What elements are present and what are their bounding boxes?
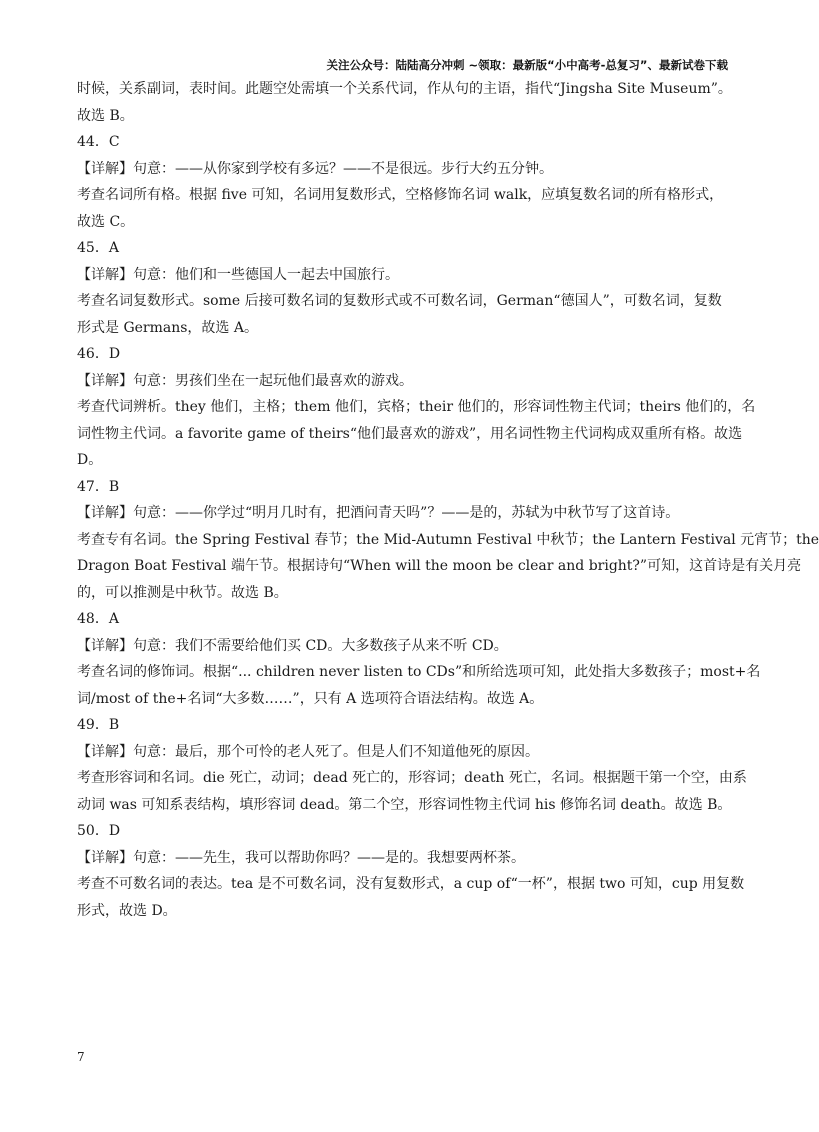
text-line: 【详解】句意：我们不需要给他们买 CD。大多数孩子从来不听 CD。 [77,637,508,654]
text-line: 【详解】句意：他们和一些德国人一起去中国旅行。 [77,266,399,283]
text-line: 【详解】句意：——先生，我可以帮助你吗？——是的。我想要两杯茶。 [77,849,525,866]
text-line: 【详解】句意：——你学过“明月几时有，把酒问青天吗”？——是的，苏轼为中秋节写了这首诗。 [77,505,680,521]
text-line: 考查名词所有格。根据 five 可知，名词用复数形式，空格修饰名词 walk，应填复数名词的所有格形式， [77,187,724,203]
text-line: 46．D [77,346,121,362]
text-line: 故选 B。 [77,107,134,124]
text-line: 【详解】句意：男孩们坐在一起玩他们最喜欢的游戏。 [77,372,413,389]
text-line: 词性物主代词。a favorite game of theirs“他们最喜欢的游戏”，用名词性物主代词构成双重所有格。故选 [77,425,743,442]
page-number: 7 [77,1050,85,1064]
text-line: 45．A [77,240,119,256]
text-line: 时候，关系副词，表时间。此题空处需填一个关系代词，作从句的主语，指代“Jingsha Site Museum”。 [77,81,732,97]
text-line: 考查名词复数形式。some 后接可数名词的复数形式或不可数名词，German“德国人”，可数名词，复数 [77,293,722,309]
text-line: 的，可以推测是中秋节。故选 B。 [77,584,288,601]
text-line: 50．D [77,823,121,839]
text-line: 考查名词的修饰词。根据“... children never listen to CDs”和所给选项可知，此处指大多数孩子；most+名 [77,664,761,680]
text-line: 动词 was 可知系表结构，填形容词 dead。第二个空，形容词性物主代词 his 修饰名词 death。故选 B。 [77,796,732,813]
text-line: 44．C [77,134,120,150]
text-line: 47．B [77,478,120,495]
text-line: 【详解】句意：——从你家到学校有多远？——不是很远。步行大约五分钟。 [77,160,553,177]
answer-explanations [77,76,819,924]
text-line: 【详解】句意：最后，那个可怜的老人死了。但是人们不知道他死的原因。 [77,743,539,760]
text-line: 形式是 Germans，故选 A。 [77,319,258,336]
text-line: 48．A [77,611,119,627]
text-line: 考查形容词和名词。die 死亡，动词；dead 死亡的，形容词；death 死亡，名词。根据题干第一个空，由系 [77,770,747,786]
text-line: 考查代词辨析。they 他们，主格；them 他们，宾格；their 他们的，形容词性物主代词；theirs 他们的，名 [77,399,756,415]
text-line: 形式，故选 D。 [77,902,177,919]
text-line: 故选 C。 [77,213,135,230]
text-line: 考查专有名词。the Spring Festival 春节；the Mid-Autumn Festival 中秋节；the Lantern Festival 元宵节；the [77,531,819,548]
text-line: 49．B [77,717,120,733]
text-line: Dragon Boat Festival 端午节。根据诗句“When will the moon be clear and bright?”可知，这首诗是有关月亮 [77,558,802,574]
page-header: 关注公众号：陆陆高分冲刺 ~领取：最新版“小中高考-总复习”、最新试卷下载 [326,58,728,72]
text-line: 词/most of the+名词“大多数……”，只有 A 选项符合语法结构。故选 A。 [77,690,544,707]
text-line: D。 [77,452,103,468]
text-line: 考查不可数名词的表达。tea 是不可数名词，没有复数形式，a cup of“一杯”，根据 two 可知，cup 用复数 [77,876,745,892]
